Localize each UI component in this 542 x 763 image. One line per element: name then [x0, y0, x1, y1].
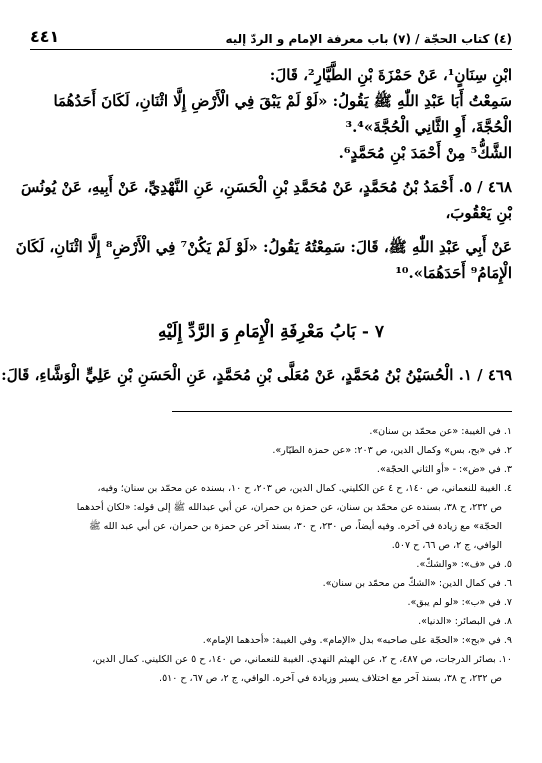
footnote: ٩. في «بح»: «الحجّة على صاحبه» بدل «الإمام». وفي الغيبة: «أحدهما الإمام». [202, 635, 512, 646]
text-line: الْإِمَامُ⁹ أَحَدَهُمَا».¹⁰ [395, 264, 512, 282]
running-title: (٤) كتاب الحجّة / (٧) باب معرفة الإمام و الردّ إليه [225, 32, 512, 46]
footnotes [30, 422, 512, 688]
footnote: ٢. في «بح، بس» وكمال الدين، ص ٢٠٣: «عن حمزة الطيّار». [272, 445, 512, 456]
footnote: ٦. في كمال الدين: «الشكّ من محمّد بن سنان». [322, 578, 512, 589]
footnote: ٧. في «ب»: «لو لم يبق». [407, 597, 512, 608]
footnote-separator [172, 411, 512, 412]
hadith-468-isnad: ٤٦٨ / ٥. أَحْمَدُ بْنُ مُحَمَّدٍ، عَنْ مُحَمَّدِ بْنِ الْحَسَنِ، عَنِ النَّهْدِيِّ، عَنْ أَبِيهِ، عَنْ يُونُسَ [21, 178, 512, 196]
page-header [30, 22, 512, 50]
hadith-469-isnad: ٤٦٩ / ١. الْحُسَيْنُ بْنُ مُحَمَّدٍ، عَنْ مُعَلَّى بْنِ مُحَمَّدٍ، عَنِ الْحَسَنِ بْنِ عَلِيٍّ الْوَشَّاءِ، قَالَ: [1, 366, 512, 384]
page-number: ٤٤١ [30, 27, 60, 46]
chapter-heading: ٧ - بَابُ مَعْرِفَةِ الْإِمَامِ وَ الرَّدِّ إِلَيْهِ [158, 322, 384, 342]
main-text [15, 62, 512, 286]
text-line: الْحُجَّةَ، أَوِ الثَّانِي الْحُجَّةَ»³.⁴ [345, 118, 512, 136]
footnote: ١. في الغيبة: «عن محمّد بن سنان». [369, 426, 512, 437]
footnote-continuation: الحجّة» مع زيادة في آخره. وفيه أيضاً، ص ٢٣٠، ح ٣٠، بسند آخر عن حمزة بن حمران، عن أبي عبد الله ﷺ [89, 521, 502, 532]
footnote: ١٠. بصائر الدرجات، ص ٤٨٧، ح ٢، عن الهيثم النهدي. الغيبة للنعماني، ص ١٤٠، ح ٥ عن الكليني. كمال الدين، [92, 654, 512, 665]
footnote: ٥. في «ف»: «والشكّ». [416, 559, 512, 570]
text-line: بْنِ يَعْقُوبَ، [445, 204, 512, 222]
footnote: ٨. في البصائر: «الدنيا». [418, 616, 512, 627]
footnote-continuation: الوافي، ج ٢، ص ٦٦، ح ٥٠٧. [391, 540, 502, 551]
text-line: ابْنِ سِنَانٍ¹، عَنْ حَمْزَةَ بْنِ الطَّيَّارِ²، قَالَ: [269, 66, 512, 84]
footnote-continuation: ص ٢٣٢، ح ٣٨، بسند آخر مع اختلاف يسير وزيادة في آخره. الوافي، ج ٢، ص ٦٧، ح ٥١٠. [159, 673, 502, 684]
chapter-text [1, 362, 512, 388]
footnote: ٣. في «ض»: - «أو الثاني الحجّة». [376, 464, 512, 475]
footnote: ٤. الغيبة للنعماني، ص ١٤٠، ح ٤ عن الكليني. كمال الدين، ص ٢٠٣، ح ١٠، بسنده عن محمّد بن سنان؛ وفيه، [97, 483, 512, 494]
text-line: الشَّكُّ⁵ مِنْ أَحْمَدَ بْنِ مُحَمَّدٍ⁶. [338, 144, 512, 162]
hadith-468-matn: عَنْ أَبِي عَبْدِ اللّٰهِ ﷺ، قَالَ: سَمِعْتُهُ يَقُولُ: «لَوْ لَمْ يَكُنْ⁷ فِي الْأَرْضِ⁸ إِلَّا اثْنَانِ، لَكَانَ [15, 238, 512, 256]
text-line: سَمِعْتُ أَبَا عَبْدِ اللّٰهِ ﷺ يَقُولُ: «لَوْ لَمْ يَبْقَ فِي الْأَرْضِ إِلَّا اثْنَانِ، لَكَانَ أَحَدُهُمَا [53, 92, 512, 110]
footnote-continuation: ص ٢٣٢، ح ٣٨، بسنده عن محمّد بن سنان، عن حمزة بن حمران، عن أبي عبدالله ﷺ إلى قوله: «لكان أحدهما [76, 502, 502, 513]
